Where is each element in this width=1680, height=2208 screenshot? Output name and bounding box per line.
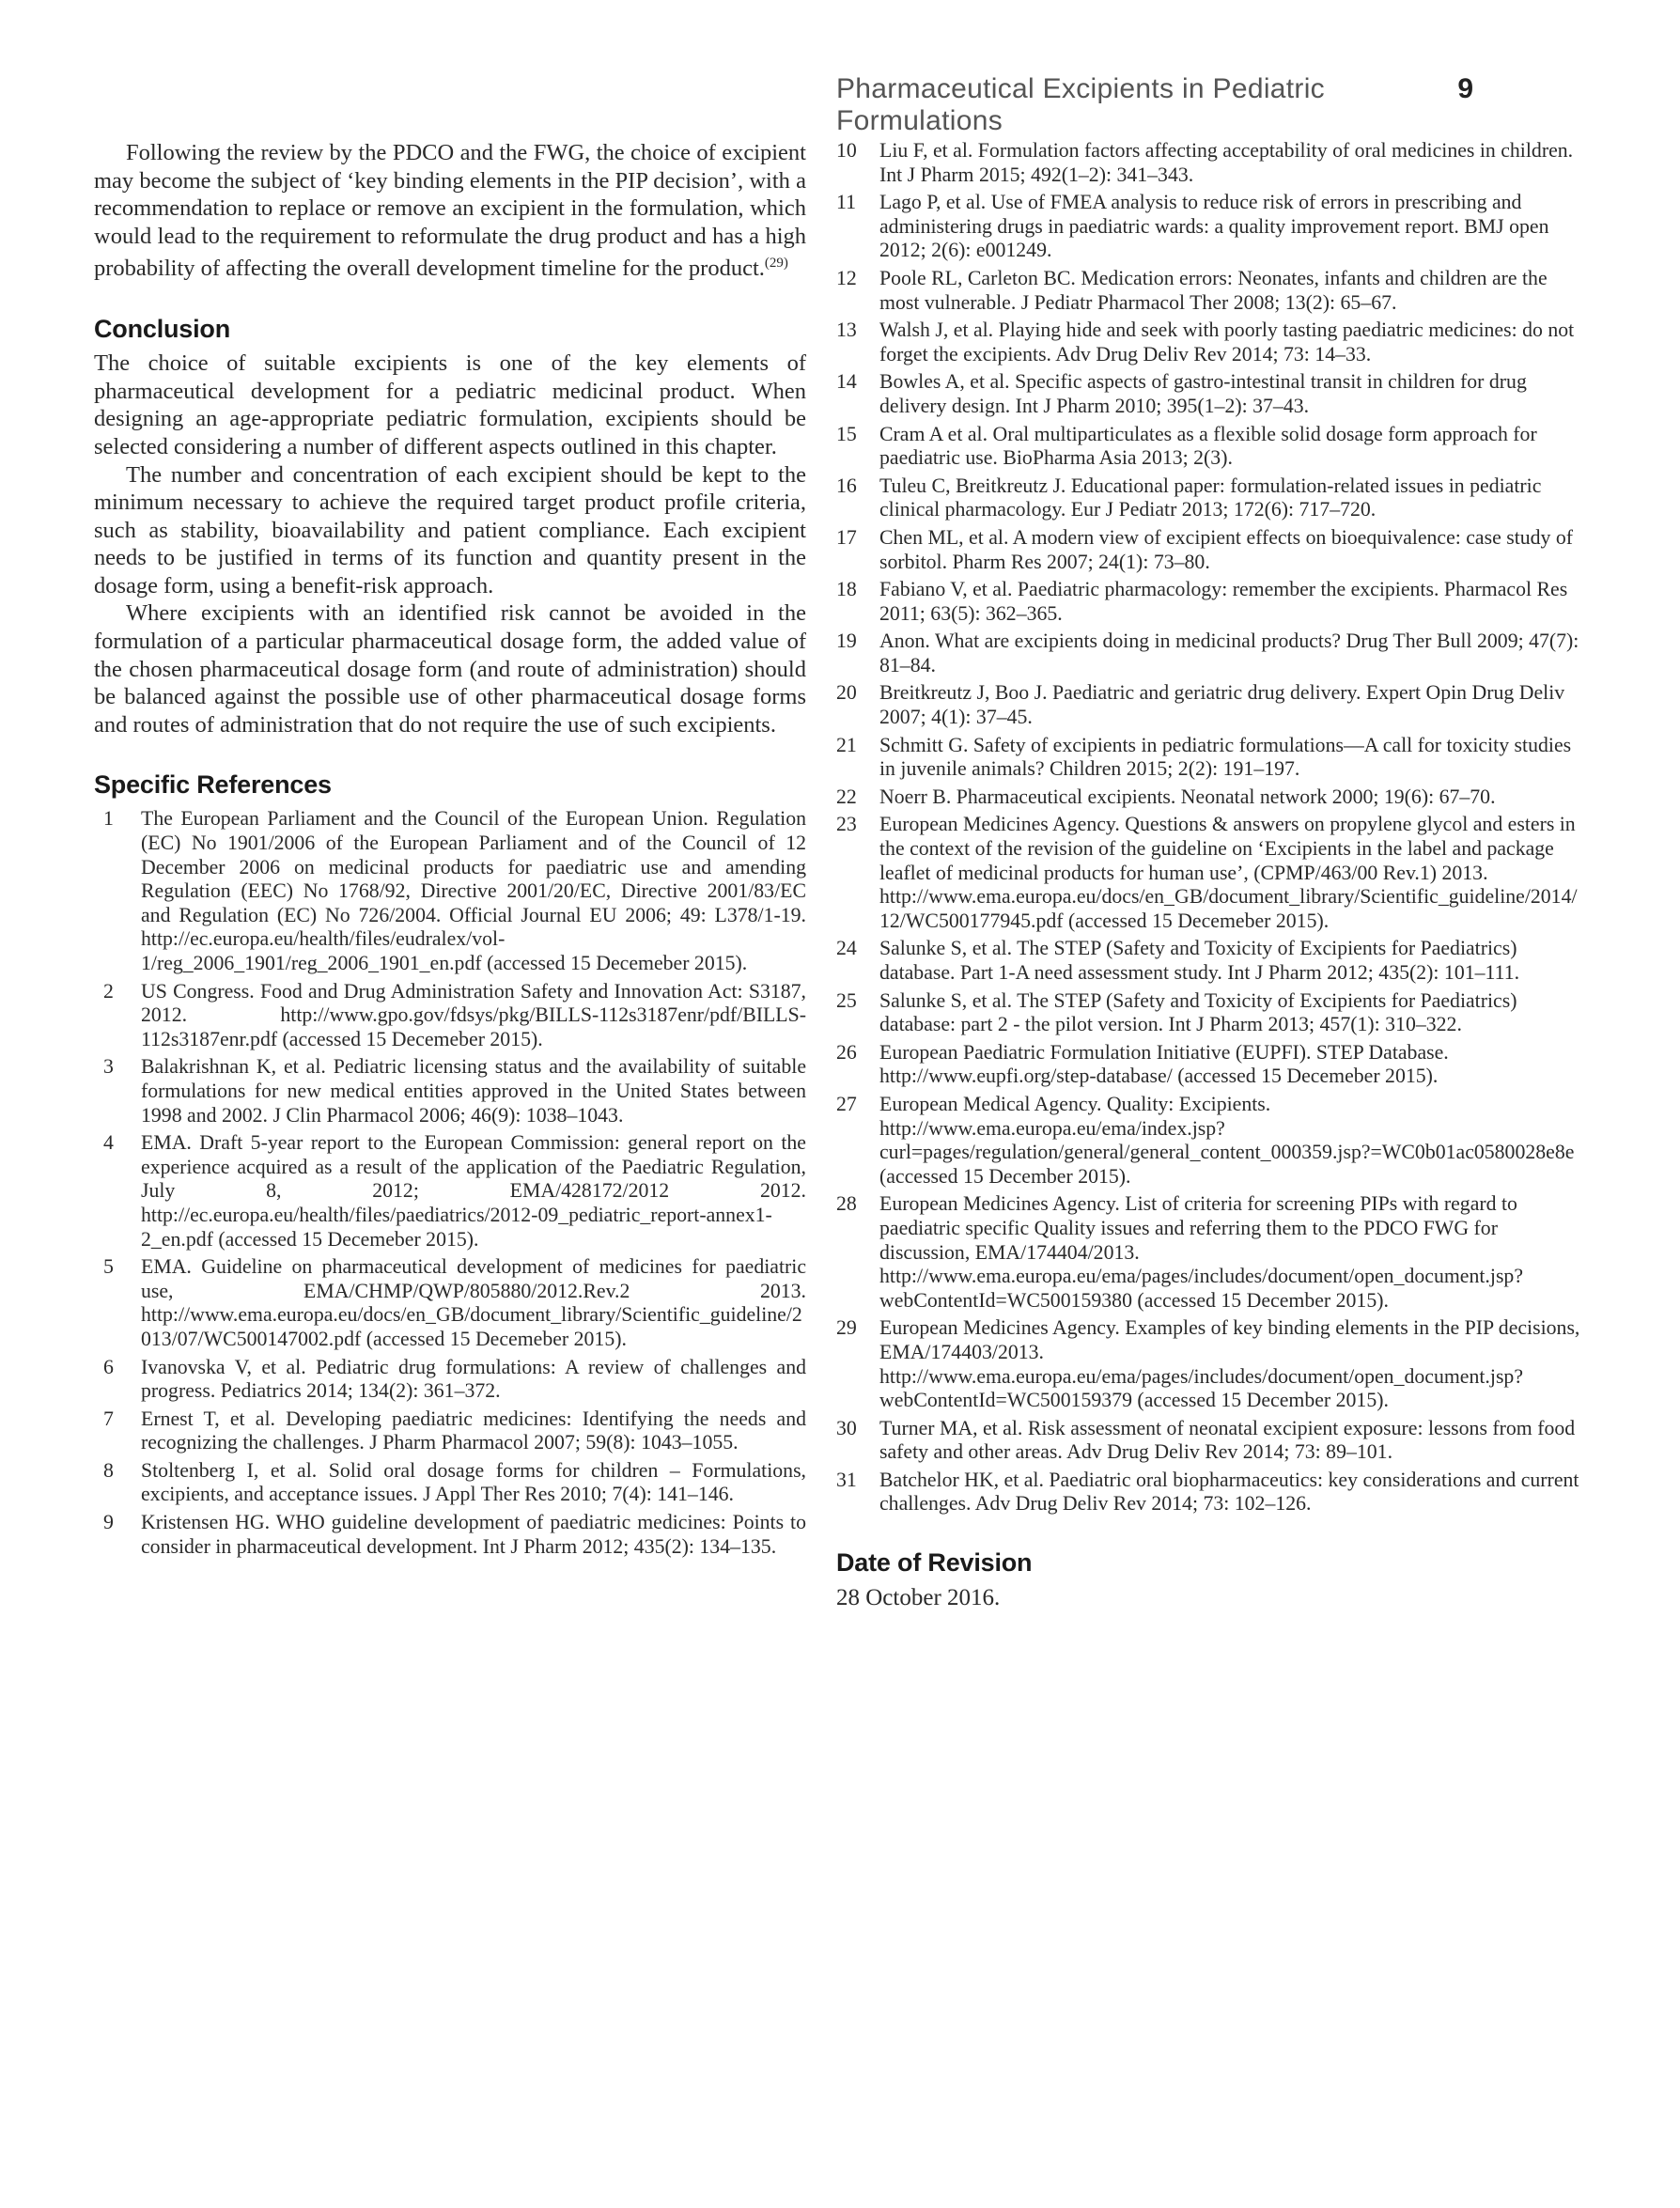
reference-number: 17 <box>836 525 857 549</box>
reference-item <box>836 681 1580 729</box>
reference-number: 13 <box>836 319 857 342</box>
reference-text: Salunke S, et al. The STEP (Safety and Toxicity of Excipients for Paediatrics) database. Part 1-A need assessment study. Int J Pharm 2012; 435(2): 101–111. <box>879 937 1520 984</box>
reference-item <box>94 980 806 1052</box>
reference-item <box>836 1093 1580 1189</box>
reference-item <box>836 319 1580 366</box>
reference-text: Anon. What are excipients doing in medicinal products? Drug Ther Bull 2009; 47(7): 81–84. <box>879 630 1579 676</box>
reference-number: 22 <box>836 785 857 808</box>
reference-text: Salunke S, et al. The STEP (Safety and Toxicity of Excipients for Paediatrics) database: part 2 - the pilot version. Int J Pharm 2013; 457(1): 310–322. <box>879 988 1517 1036</box>
reference-text: Breitkreutz J, Boo J. Paediatric and geriatric drug delivery. Expert Opin Drug Deliv 2007; 4(1): 37–45. <box>879 681 1565 729</box>
reference-item <box>94 1511 806 1559</box>
reference-text: European Medicines Agency. Examples of key binding elements in the PIP decisions, EMA/174403/2013. http://www.ema.europa.eu/ema/pages/includes/document/open_document.jsp?webContentId=WC500159379 (accessed 15 December 2015). <box>879 1316 1580 1412</box>
reference-number: 3 <box>103 1055 114 1079</box>
reference-number: 29 <box>836 1316 857 1340</box>
page-number: 9 <box>1457 73 1473 104</box>
reference-text: Kristensen HG. WHO guideline development of paediatric medicines: Points to consider in pharmaceutical development. Int J Pharm 2012; 435(2): 134–135. <box>141 1511 806 1558</box>
reference-text: Bowles A, et al. Specific aspects of gastro-intestinal transit in children for drug delivery design. Int J Pharm 2010; 395(1–2): 37–43. <box>879 370 1527 417</box>
reference-text: The European Parliament and the Council of the European Union. Regulation (EC) No 1901/2006 of the European Parliament and of the Council of 12 December 2006 on medicinal products for paediatric use and amending Regulation (EEC) No 1768/92, Directive 2001/20/EC, Directive 2001/83/EC and Regulation (EC) No 726/2004. Official Journal EU 2006; 49: L378/1-19. http://ec.europa.eu/health/files/eudralex/vol-1/reg_2006_1901/reg_2006_1901_en.pdf (accessed 15 Decemeber 2015). <box>141 807 806 974</box>
intro-paragraph: Following the review by the PDCO and the FWG, the choice of excipient may become the subject of ‘key binding elements in the PIP decision’, with a recommendation to replace or remove an excipient in the formulation, which would lead to the requirement to reformulate the drug product and has a high probability of affecting the overall development timeline for the product.$^{(29)}$ <box>94 140 806 282</box>
reference-text: Ernest T, et al. Developing paediatric medicines: Identifying the needs and recognizing the challenges. J Pharm Pharmacol 2007; 59(8): 1043–1055. <box>141 1407 806 1454</box>
conclusion-paragraph-3: Where excipients with an identified risk cannot be avoided in the formulation of a particular pharmaceutical dosage form, the added value of the chosen pharmaceutical dosage form (and route of administration) should be balanced against the possible use of other pharmaceutical dosage forms and routes of administration that do not require the use of such excipients. <box>94 600 806 738</box>
reference-number: 8 <box>103 1458 114 1482</box>
reference-text: European Paediatric Formulation Initiative (EUPFI). STEP Database. http://www.eupfi.org/step-database/ (accessed 15 Decemeber 2015). <box>879 1040 1449 1088</box>
reference-text: European Medical Agency. Quality: Excipients. http://www.ema.europa.eu/ema/index.jsp?curl=pages/regulation/general/general_content_000359.jsp?=WC0b01ac0580028e8e (accessed 15 December 2015). <box>879 1092 1575 1188</box>
running-header <box>836 73 1473 136</box>
reference-text: Tuleu C, Breitkreutz J. Educational paper: formulation-related issues in pediatric clinical pharmacology. Eur J Pediatr 2013; 172(6): 717–720. <box>879 474 1542 521</box>
reference-item <box>94 1131 806 1252</box>
reference-text: EMA. Guideline on pharmaceutical development of medicines for paediatric use, EMA/CHMP/QWP/805880/2012.Rev.2 2013. http://www.ema.europa.eu/docs/en_GB/document_library/Scientific_guideline/2013/07/WC500147002.pdf (accessed 15 Decemeber 2015). <box>141 1255 806 1350</box>
reference-text: US Congress. Food and Drug Administration Safety and Innovation Act: S3187, 2012. http://www.gpo.gov/fdsys/pkg/BILLS-112s3187enr/pdf/BILLS-112s3187enr.pdf (accessed 15 Decemeber 2015). <box>141 979 806 1050</box>
reference-text: European Medicines Agency. Questions & answers on propylene glycol and esters in the context of the revision of the guideline on ‘Excipients in the label and package leaflet of medicinal products for human use’, (CPMP/463/00 Rev.1) 2013. http://www.ema.europa.eu/docs/en_GB/document_library/Scientific_guideline/2014/12/WC500177945.pdf (accessed 15 Decemeber 2015). <box>879 813 1578 932</box>
reference-number: 27 <box>836 1092 857 1115</box>
reference-number: 18 <box>836 578 857 601</box>
conclusion-paragraph-1: The choice of suitable excipients is one of the key elements of pharmaceutical development for a pediatric medicinal product. When designing an age-appropriate pediatric formulation, excipients should be selected considering a number of different aspects outlined in this chapter. <box>94 350 806 459</box>
reference-item <box>836 423 1580 471</box>
reference-text: Walsh J, et al. Playing hide and seek with poorly tasting paediatric medicines: do not forget the excipients. Adv Drug Deliv Rev 2014; 73: 14–33. <box>879 319 1575 365</box>
reference-number: 31 <box>836 1468 857 1491</box>
reference-number: 15 <box>836 422 857 445</box>
reference-number: 9 <box>103 1511 114 1534</box>
reference-number: 2 <box>103 979 114 1003</box>
reference-item <box>836 630 1580 677</box>
reference-text: Batchelor HK, et al. Paediatric oral biopharmaceutics: key considerations and current challenges. Adv Drug Deliv Rev 2014; 73: 102–126. <box>879 1468 1579 1516</box>
conclusion-heading: Conclusion <box>94 315 230 344</box>
reference-item <box>836 526 1580 574</box>
reference-list-left <box>94 807 806 1559</box>
reference-list-right <box>836 139 1580 1516</box>
reference-item <box>836 734 1580 782</box>
reference-number: 24 <box>836 937 857 960</box>
reference-number: 1 <box>103 807 114 831</box>
reference-text: Ivanovska V, et al. Pediatric drug formulations: A review of challenges and progress. Pediatrics 2014; 134(2): 361–372. <box>141 1355 806 1403</box>
reference-number: 12 <box>836 266 857 289</box>
reference-number: 21 <box>836 733 857 756</box>
reference-item <box>836 785 1580 810</box>
reference-number: 30 <box>836 1416 857 1439</box>
reference-item <box>836 370 1580 418</box>
reference-text: Balakrishnan K, et al. Pediatric licensing status and the availability of suitable formulations for new medical entities approved in the United States between 1998 and 2002. J Clin Pharmacol 2006; 46(9): 1038–1043. <box>141 1055 806 1127</box>
reference-number: 6 <box>103 1355 114 1378</box>
reference-text: Noerr B. Pharmaceutical excipients. Neonatal network 2000; 19(6): 67–70. <box>879 785 1496 808</box>
reference-number: 28 <box>836 1192 857 1216</box>
reference-item <box>94 1407 806 1455</box>
conclusion-paragraph-2: The number and concentration of each excipient should be kept to the minimum necessary to achieve the required target product profile criteria, such as stability, bioavailability and patient compliance. Each excipient needs to be justified in terms of its function and quantity present in the dosage form, using a benefit-risk approach. <box>94 461 806 599</box>
reference-text: Lago P, et al. Use of FMEA analysis to reduce risk of errors in prescribing and administering drugs in paediatric wards: a quality improvement report. BMJ open 2012; 2(6): e001249. <box>879 191 1549 262</box>
reference-number: 25 <box>836 988 857 1012</box>
reference-text: Turner MA, et al. Risk assessment of neonatal excipient exposure: lessons from food safety and other areas. Adv Drug Deliv Rev 2014; 73: 89–101. <box>879 1416 1576 1464</box>
reference-number: 23 <box>836 813 857 836</box>
reference-text: Liu F, et al. Formulation factors affecting acceptability of oral medicines in children. Int J Pharm 2015; 492(1–2): 341–343. <box>879 139 1574 186</box>
reference-text: Schmitt G. Safety of excipients in pediatric formulations—A call for toxicity studies in juvenile animals? Children 2015; 2(2): 191–197. <box>879 733 1572 781</box>
reference-item <box>836 1417 1580 1465</box>
reference-item <box>836 139 1580 187</box>
reference-number: 10 <box>836 139 857 162</box>
reference-number: 14 <box>836 370 857 394</box>
reference-number: 16 <box>836 474 857 497</box>
reference-text: Cram A et al. Oral multiparticulates as a flexible solid dosage form approach for paediatric use. BioPharma Asia 2013; 2(3). <box>879 422 1537 470</box>
references-heading: Specific References <box>94 770 332 800</box>
reference-item <box>94 807 806 975</box>
reference-item <box>836 1316 1580 1412</box>
intro-citation: (29) <box>764 256 788 272</box>
reference-text: Stoltenberg I, et al. Solid oral dosage forms for children – Formulations, excipients, and acceptance issues. J Appl Ther Res 2010; 7(4): 141–146. <box>141 1458 806 1506</box>
reference-item <box>836 937 1580 985</box>
reference-number: 4 <box>103 1131 114 1155</box>
reference-number: 5 <box>103 1255 114 1279</box>
reference-item <box>836 267 1580 315</box>
reference-text: Chen ML, et al. A modern view of excipient effects on bioequivalence: case study of sorbitol. Pharm Res 2007; 24(1): 73–80. <box>879 525 1574 573</box>
reference-item <box>94 1055 806 1127</box>
reference-text: Poole RL, Carleton BC. Medication errors: Neonates, infants and children are the most vulnerable. J Pediatr Pharmacol Ther 2008; 13(2): 65–67. <box>879 266 1548 314</box>
reference-item <box>836 989 1580 1037</box>
reference-number: 11 <box>836 191 856 214</box>
reference-number: 19 <box>836 630 857 653</box>
left-column <box>94 139 806 1563</box>
running-title: Pharmaceutical Excipients in Pediatric Formulations <box>836 73 1325 136</box>
reference-item <box>836 1469 1580 1516</box>
reference-number: 7 <box>103 1407 114 1430</box>
reference-number: 26 <box>836 1040 857 1064</box>
reference-number: 20 <box>836 681 857 705</box>
reference-item <box>94 1459 806 1507</box>
reference-item <box>836 474 1580 522</box>
reference-item <box>836 1192 1580 1313</box>
reference-item <box>836 1041 1580 1089</box>
reference-text: European Medicines Agency. List of criteria for screening PIPs with regard to paediatric specific Quality issues and referring them to the PDCO FWG for discussion, EMA/174404/2013. http://www.ema.europa.eu/ema/pages/includes/document/open_document.jsp?webContentId=WC500159380 (accessed 15 December 2015). <box>879 1192 1523 1312</box>
revision-date: 28 October 2016. <box>836 1585 1001 1611</box>
reference-text: Fabiano V, et al. Paediatric pharmacology: remember the excipients. Pharmacol Res 2011; 63(5): 362–365. <box>879 578 1568 625</box>
reference-item <box>94 1356 806 1404</box>
reference-item <box>836 578 1580 626</box>
reference-text: EMA. Draft 5-year report to the European Commission: general report on the experience acquired as a result of the application of the Paediatric Regulation, July 8, 2012; EMA/428172/2012 2012. http://ec.europa.eu/health/files/paediatrics/2012-09_pediatric_report-annex1-2_en.pdf (accessed 15 Decemeber 2015). <box>141 1131 806 1251</box>
reference-item <box>836 813 1580 933</box>
reference-item <box>836 191 1580 263</box>
reference-item <box>94 1255 806 1351</box>
right-column <box>836 139 1580 1611</box>
revision-heading: Date of Revision <box>836 1548 1033 1578</box>
